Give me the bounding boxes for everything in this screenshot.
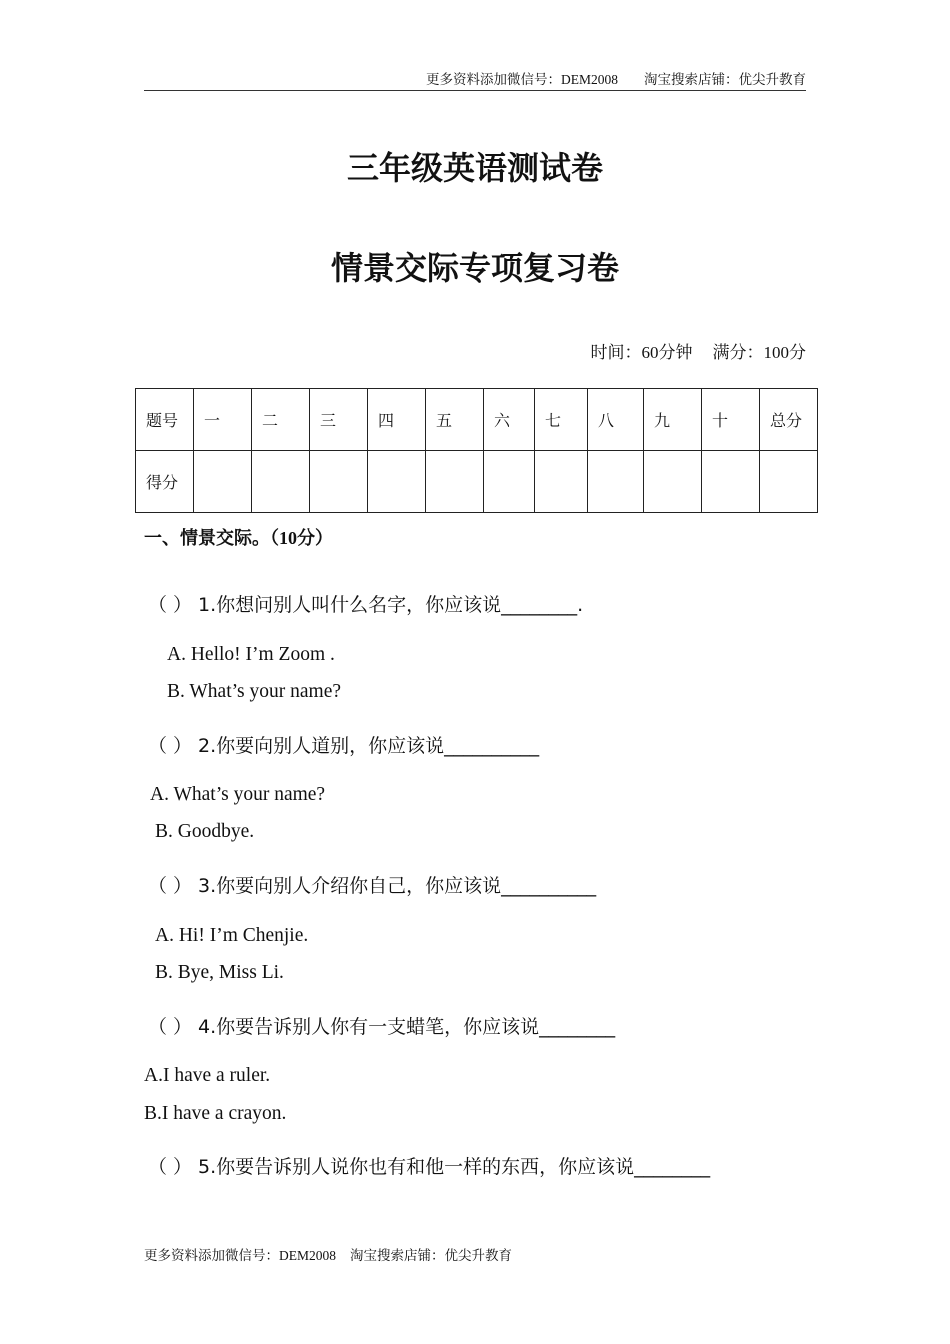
score-table (135, 388, 818, 513)
score-blank-cell (194, 451, 252, 513)
score-cell: 总分 (760, 389, 818, 451)
section-1-title: 一、情景交际。 (144, 528, 270, 549)
header-wechat: 更多资料添加微信号：DEM2008 (426, 72, 618, 87)
score-blank-cell (644, 451, 702, 513)
score-cell: 六 (484, 389, 535, 451)
score-cell: 十 (702, 389, 760, 451)
score-row-label: 得分 (136, 451, 194, 513)
section-1-points: （10分） (270, 528, 333, 548)
option-3b: B. Bye, Miss Li. (155, 962, 284, 983)
score-blank-cell (760, 451, 818, 513)
score-cell: 九 (644, 389, 702, 451)
option-1a: A. Hello! I’m Zoom . (167, 644, 335, 665)
option-3a: A. Hi! I’m Chenjie. (155, 925, 309, 946)
score-cell: 七 (535, 389, 588, 451)
score-table-score-row (136, 451, 818, 513)
score-cell: 题号 (136, 389, 194, 451)
answer-paren: （ ） (148, 1156, 193, 1178)
answer-paren: （ ） (148, 594, 193, 616)
score-cell: 一 (194, 389, 252, 451)
time-label: 时间：60分钟 (590, 343, 693, 362)
score-blank-cell (368, 451, 426, 513)
score-blank-cell (702, 451, 760, 513)
question-text: 3.你要向别人介绍你自己，你应该说__________ (198, 875, 597, 897)
score-blank-cell (535, 451, 588, 513)
question-4 (148, 1012, 615, 1039)
option-4b: B.I have a crayon. (144, 1103, 287, 1124)
footer-wechat: 更多资料添加微信号：DEM2008 (144, 1248, 336, 1263)
page-footer (144, 1244, 512, 1264)
score-blank-cell (426, 451, 484, 513)
option-4a: A.I have a ruler. (144, 1065, 271, 1086)
page-title: 三年级英语测试卷 (346, 149, 603, 187)
answer-paren: （ ） (148, 875, 193, 897)
header-shop: 淘宝搜索店铺：优尖升教育 (644, 72, 806, 87)
option-2a: A. What’s your name? (150, 784, 326, 805)
score-blank-cell (310, 451, 368, 513)
footer-shop: 淘宝搜索店铺：优尖升教育 (350, 1248, 512, 1263)
page-subtitle: 情景交际专项复习卷 (330, 249, 619, 287)
question-1 (148, 590, 583, 617)
question-5 (148, 1152, 710, 1179)
question-text: 1.你想问别人叫什么名字，你应该说________. (198, 594, 584, 616)
question-3 (148, 871, 596, 898)
question-2 (148, 731, 539, 758)
question-text: 5.你要告诉别人说你也有和他一样的东西，你应该说________ (198, 1156, 711, 1178)
score-cell: 八 (588, 389, 644, 451)
full-score-label: 满分：100分 (712, 343, 806, 362)
score-cell: 三 (310, 389, 368, 451)
score-cell: 四 (368, 389, 426, 451)
score-cell: 二 (252, 389, 310, 451)
score-table-header-row (136, 389, 818, 451)
time-score-line (591, 338, 807, 363)
question-text: 2.你要向别人道别，你应该说__________ (198, 735, 540, 757)
question-text: 4.你要告诉别人你有一支蜡笔，你应该说________ (198, 1016, 616, 1038)
option-1b: B. What’s your name? (167, 681, 342, 702)
answer-paren: （ ） (148, 1016, 193, 1038)
score-cell: 五 (426, 389, 484, 451)
section-1-heading (144, 524, 333, 550)
score-blank-cell (252, 451, 310, 513)
score-blank-cell (484, 451, 535, 513)
score-blank-cell (588, 451, 644, 513)
answer-paren: （ ） (148, 735, 193, 757)
page-header (144, 70, 806, 91)
option-2b: B. Goodbye. (155, 821, 255, 842)
